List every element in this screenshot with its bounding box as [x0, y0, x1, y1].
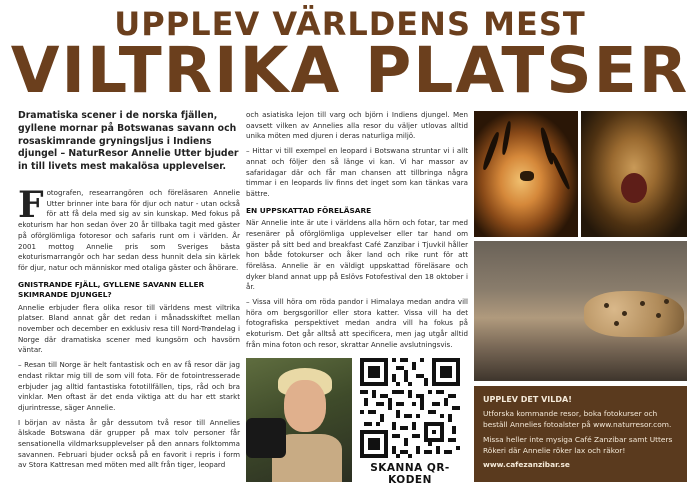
- paragraph: – Hittar vi till exempel en leopard i Botswana struntar vi i allt annat och följer den så länge vi kan. Vi har massor av safaridagar där och får man chansen att tillbringa några timmar i en leopards liv finns det inget som kan tänkas vara bättre.: [246, 146, 468, 198]
- info-box: [474, 386, 687, 482]
- article-column-1: [18, 110, 240, 475]
- paragraph: När Annelie inte är ute i världens alla hörn och fotar, tar med resenärer på oförglömliga upplevelser eller tar hand om gäster på sitt bed and breakfast Café Zanzibar i Tjuvkil håller hon både fotokurser och åker land och rike runt för att föreläsa. Annelie är en väldigt uppskattad föreläsare och dyker bland annat upp på Eslövs Fotofestival den 18 oktober i år.: [246, 218, 468, 292]
- lion-photo: [581, 111, 687, 237]
- subhead-2: EN UPPSKATTAD FÖRELÄSARE: [246, 205, 372, 215]
- intro-paragraph: [18, 183, 240, 274]
- paragraph: I början av nästa år går dessutom två resor till Annelies älskade Botswana där grupper på max tolv personer får sensationella vildmarksupplevelser på den annars folktomma savannen. Februari bjuder också på en favorit i repris i form av Stora Kattresan med möten med allt från tiger, leopard: [18, 417, 240, 470]
- leopard-photo: [474, 241, 687, 381]
- paragraph: – Resan till Norge är helt fantastisk och en av få resor där jag endast riktar mig till de som vill fota. För de fotointresserade erbjuder jag alltid fantastiska fototillfällen, tips, råd och bra vinklar. Men oftast är det enda viktiga att du har ett starkt djurintresse, säger Annelie.: [18, 360, 240, 412]
- info-box-title: UPPLEV DET VILDA!: [483, 395, 572, 404]
- lede: Dramatiska scener i de norska fjällen, gyllene mornar på Botswanas savann och rosaskimrande gryningsljus i Indiens djungel – NaturResor Annelie Utter bjuder in till livets mest makalösa upplevelser.: [18, 110, 239, 173]
- headline-line-1: UPPLEV VÄRLDENS MEST: [114, 5, 586, 43]
- paragraph: och asiatiska lejon till varg och björn i Indiens djungel. Men oavsett vilken av Annelies alla resor du väljer utlovas alltid unika möten med djuren i deras naturliga miljö.: [246, 110, 468, 141]
- info-box-text: Missa heller inte mysiga Café Zanzibar samt Utters Rökeri där Annelie röker lax och räkor!: [483, 434, 673, 455]
- paragraph: – Vissa vill höra om röda pandor i Himalaya medan andra vill höra om bergsgorillor eller stora katter. Vissa vill ha det fotografiska perspektivet medan andra vill ha fokus på ekoturism. Det går alltså att specificera, men jag utgår alltid från mina foton och resor, skrattar Annelie avslutningsvis.: [246, 297, 468, 349]
- intro-text: otografen, researrangören och föreläsaren Annelie Utter brinner inte bara för djur och natur - utan också för att få dela med sig av sin kunskap. Med fokus på ekoturism har hon sedan över 20 år tillbaka tagit med gäster på oförglömliga fotoresor och safaris runt om i världen. År 2001 mottog Annelie pris som Sveriges bästa ekoturismarrangör och har sedan dess hunnit dela sin kärlek för djur, natur och människor med otaliga gäster och åhörare.: [18, 187, 240, 272]
- info-box-text: Utforska kommande resor, boka fotokurser och beställ Annelies fotoalster på www.naturresor.com.: [483, 409, 672, 430]
- qr-code-block[interactable]: [356, 358, 464, 486]
- qr-caption: SKANNA QR-KODEN: [370, 462, 450, 486]
- paragraph: Annelie erbjuder flera olika resor till världens mest viltrika platser. Bland annat går det redan i månadsskiftet mellan november och december en exklusiv resa till Nord-Trøndelag i Norge där dramatiska scener med kungsörn och havsörn väntar.: [18, 302, 240, 355]
- tiger-photo: [474, 111, 578, 237]
- article-column-2: [246, 110, 468, 355]
- headline-line-2: VILTRIKA PLATSER: [10, 34, 690, 107]
- dropcap: F: [18, 183, 44, 226]
- qr-code[interactable]: [360, 358, 460, 458]
- website-link[interactable]: www.cafezanzibar.se: [483, 460, 570, 470]
- photographer-portrait: [246, 358, 352, 482]
- subhead-1: GNISTRANDE FJÄLL, GYLLENE SAVANN ELLER SKIMRANDE DJUNGEL?: [18, 279, 205, 300]
